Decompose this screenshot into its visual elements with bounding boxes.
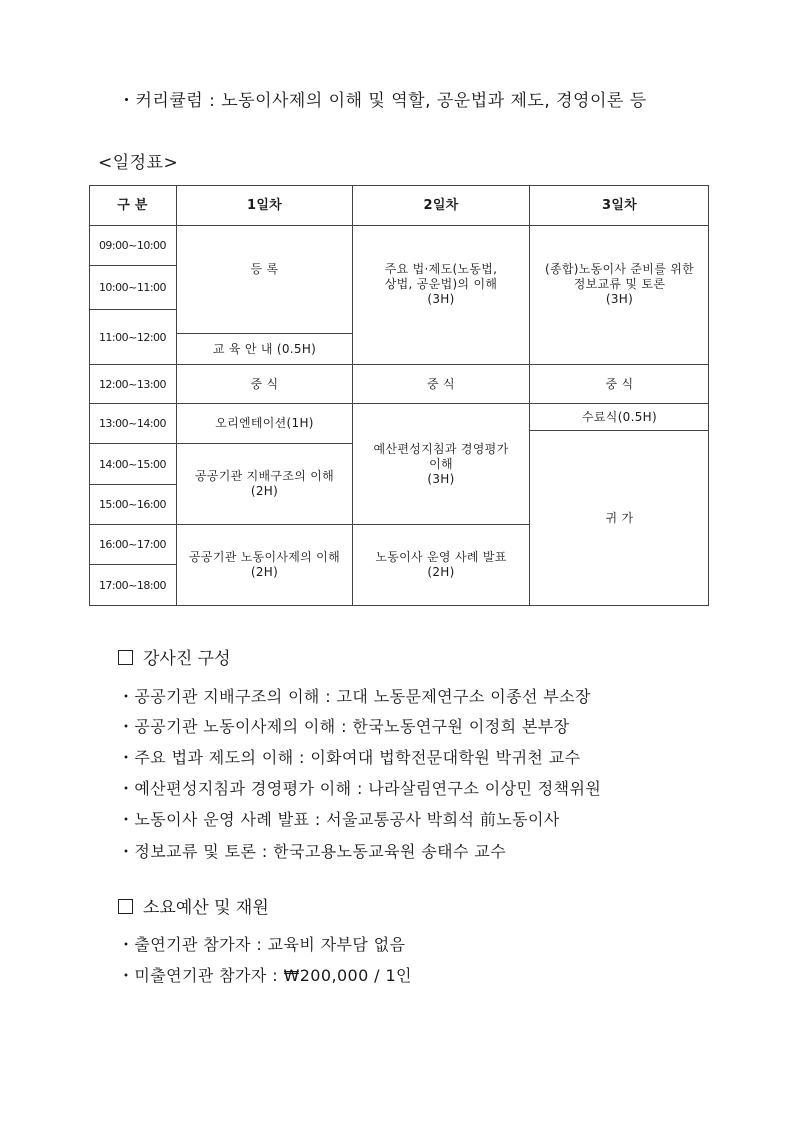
instructor-item: ・주요 법과 제도의 이해 : 이화여대 법학전문대학원 박귀천 교수	[118, 748, 581, 767]
header-day3: 3일차	[601, 197, 638, 213]
time-slot: 10:00~11:00	[98, 281, 167, 294]
header-division: 구 분	[117, 197, 148, 213]
curriculum-line: ・커리큘럼 : 노동이사제의 이해 및 역할, 공운법과 제도, 경영이론 등	[118, 91, 647, 111]
day3-info: (종합)노동이사 준비를 위한 정보교류 및 토론 (3H)	[544, 261, 694, 306]
instructor-item: ・예산편성지침과 경영평가 이해 : 나라살림연구소 이상민 정책위원	[118, 779, 602, 798]
schedule-title: <일정표>	[98, 153, 179, 173]
time-slot: 13:00~14:00	[98, 417, 167, 430]
instructors-heading	[118, 644, 231, 669]
day1-orientation: 오리엔테이션(1H)	[215, 416, 314, 430]
time-slot: 16:00~17:00	[98, 538, 167, 551]
schedule-table	[89, 185, 709, 606]
checkbox-square-icon	[118, 899, 133, 914]
time-slot: 15:00~16:00	[98, 498, 167, 511]
time-slot: 11:00~12:00	[98, 330, 167, 344]
day2-lunch: 중 식	[427, 376, 455, 391]
day2-case: 노동이사 운영 사례 발표 (2H)	[375, 550, 507, 579]
header-day2: 2일차	[423, 197, 459, 213]
day3-return: 귀 가	[605, 510, 634, 525]
time-slot: 14:00~15:00	[98, 457, 167, 471]
header-day1: 1일차	[246, 197, 283, 213]
day2-budget: 예산편성지침과 경영평가 이해 (3H)	[373, 441, 509, 486]
instructors-heading-label: 강사진 구성	[143, 649, 231, 669]
checkbox-square-icon	[118, 650, 133, 665]
time-slot: 09:00~10:00	[98, 239, 167, 252]
day1-labor-director: 공공기관 노동이사제의 이해 (2H)	[189, 550, 340, 579]
day1-orientation-guide: 교 육 안 내 (0.5H)	[212, 341, 317, 356]
instructor-item: ・정보교류 및 토론 : 한국고용노동교육원 송태수 교수	[118, 842, 507, 861]
instructor-item: ・노동이사 운영 사례 발표 : 서울교통공사 박희석 前노동이사	[118, 810, 560, 829]
budget-item: ・출연기관 참가자 : 교육비 자부담 없음	[118, 935, 406, 954]
time-slot: 12:00~13:00	[98, 377, 167, 391]
budget-heading-label: 소요예산 및 재원	[143, 898, 269, 918]
day3-lunch: 중 식	[605, 376, 634, 391]
time-slot: 17:00~18:00	[98, 578, 167, 592]
instructor-item: ・공공기관 지배구조의 이해 : 고대 노동문제연구소 이종선 부소장	[118, 687, 591, 706]
day2-law: 주요 법·제도(노동법, 상법, 공운법)의 이해 (3H)	[384, 261, 498, 306]
instructor-item: ・공공기관 노동이사제의 이해 : 한국노동연구원 이정희 본부장	[118, 717, 570, 736]
day1-lunch: 중 식	[250, 376, 279, 391]
budget-item: ・미출연기관 참가자 : ₩200,000 / 1인	[118, 966, 412, 985]
day3-closing: 수료식(0.5H)	[582, 409, 657, 424]
day1-governance: 공공기관 지배구조의 이해 (2H)	[194, 469, 335, 498]
day1-registration: 등 록	[250, 262, 279, 276]
budget-heading	[118, 893, 269, 918]
